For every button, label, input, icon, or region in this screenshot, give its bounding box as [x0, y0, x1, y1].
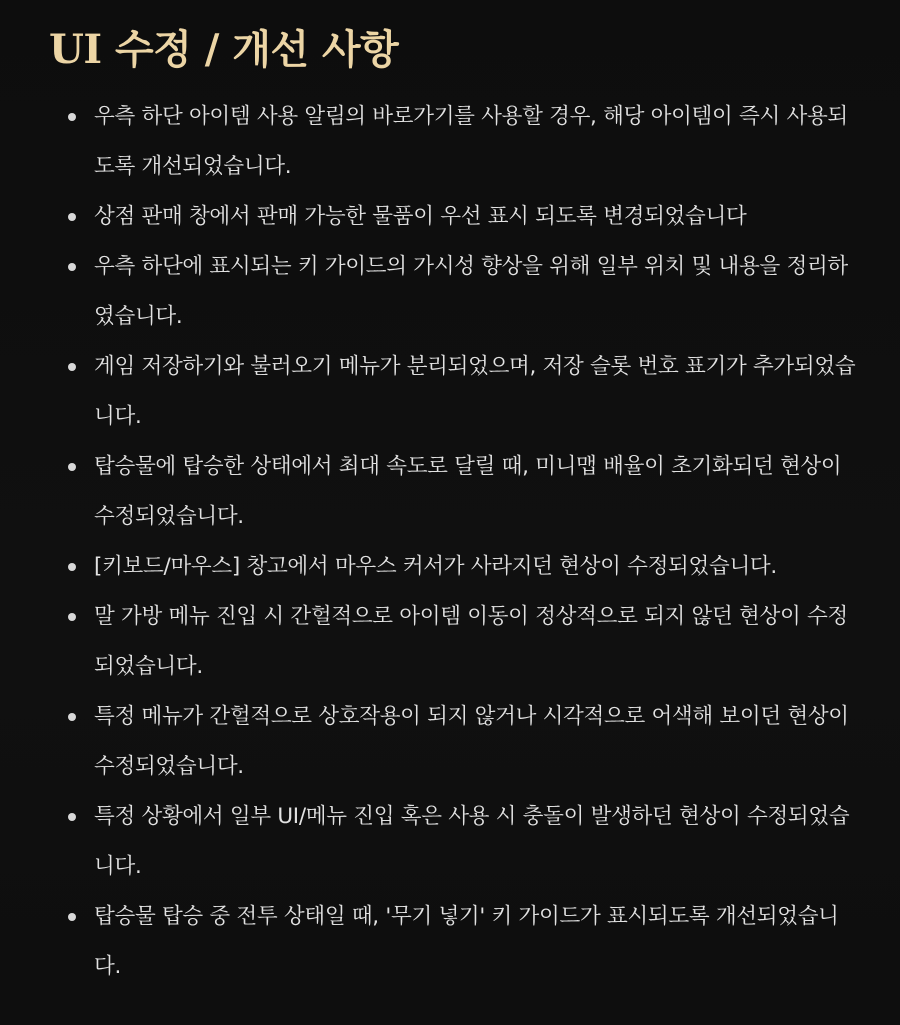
list-item: [60, 542, 860, 592]
list-item: [60, 242, 860, 342]
patch-notes-list: [60, 92, 860, 992]
note-text: 탑승물 탑승 중 전투 상태일 때, '무기 넣기' 키 가이드가 표시되도록 개선되었습니다.: [94, 904, 839, 979]
section-title: UI 수정 / 개선 사항: [49, 26, 399, 73]
bullet-icon: [68, 713, 76, 721]
bullet-icon: [68, 563, 76, 571]
list-item: [60, 792, 860, 892]
list-item: [60, 442, 860, 542]
note-text: 말 가방 메뉴 진입 시 간헐적으로 아이템 이동이 정상적으로 되지 않던 현상이 수정되었습니다.: [94, 604, 848, 679]
note-text: [키보드/마우스] 창고에서 마우스 커서가 사라지던 현상이 수정되었습니다.: [94, 554, 777, 579]
note-text: 탑승물에 탑승한 상태에서 최대 속도로 달릴 때, 미니맵 배율이 초기화되던 현상이 수정되었습니다.: [94, 454, 842, 529]
list-item: [60, 342, 860, 442]
bullet-icon: [68, 363, 76, 371]
list-item: [60, 192, 860, 242]
list-item: [60, 692, 860, 792]
note-text: 우측 하단 아이템 사용 알림의 바로가기를 사용할 경우, 해당 아이템이 즉시 사용되도록 개선되었습니다.: [94, 104, 848, 179]
note-text: 게임 저장하기와 불러오기 메뉴가 분리되었으며, 저장 슬롯 번호 표기가 추가되었습니다.: [94, 354, 856, 429]
note-text: 상점 판매 창에서 판매 가능한 물품이 우선 표시 되도록 변경되었습니다: [94, 204, 747, 229]
bullet-icon: [68, 213, 76, 221]
note-text: 특정 메뉴가 간헐적으로 상호작용이 되지 않거나 시각적으로 어색해 보이던 현상이 수정되었습니다.: [94, 704, 849, 779]
bullet-icon: [68, 463, 76, 471]
list-item: [60, 592, 860, 692]
bullet-icon: [68, 913, 76, 921]
bullet-icon: [68, 263, 76, 271]
note-text: 우측 하단에 표시되는 키 가이드의 가시성 향상을 위해 일부 위치 및 내용을 정리하였습니다.: [94, 254, 848, 329]
bullet-icon: [68, 113, 76, 121]
list-item: [60, 92, 860, 192]
bullet-icon: [68, 613, 76, 621]
list-item: [60, 892, 860, 992]
note-text: 특정 상황에서 일부 UI/메뉴 진입 혹은 사용 시 충돌이 발생하던 현상이 수정되었습니다.: [94, 804, 850, 879]
bullet-icon: [68, 813, 76, 821]
